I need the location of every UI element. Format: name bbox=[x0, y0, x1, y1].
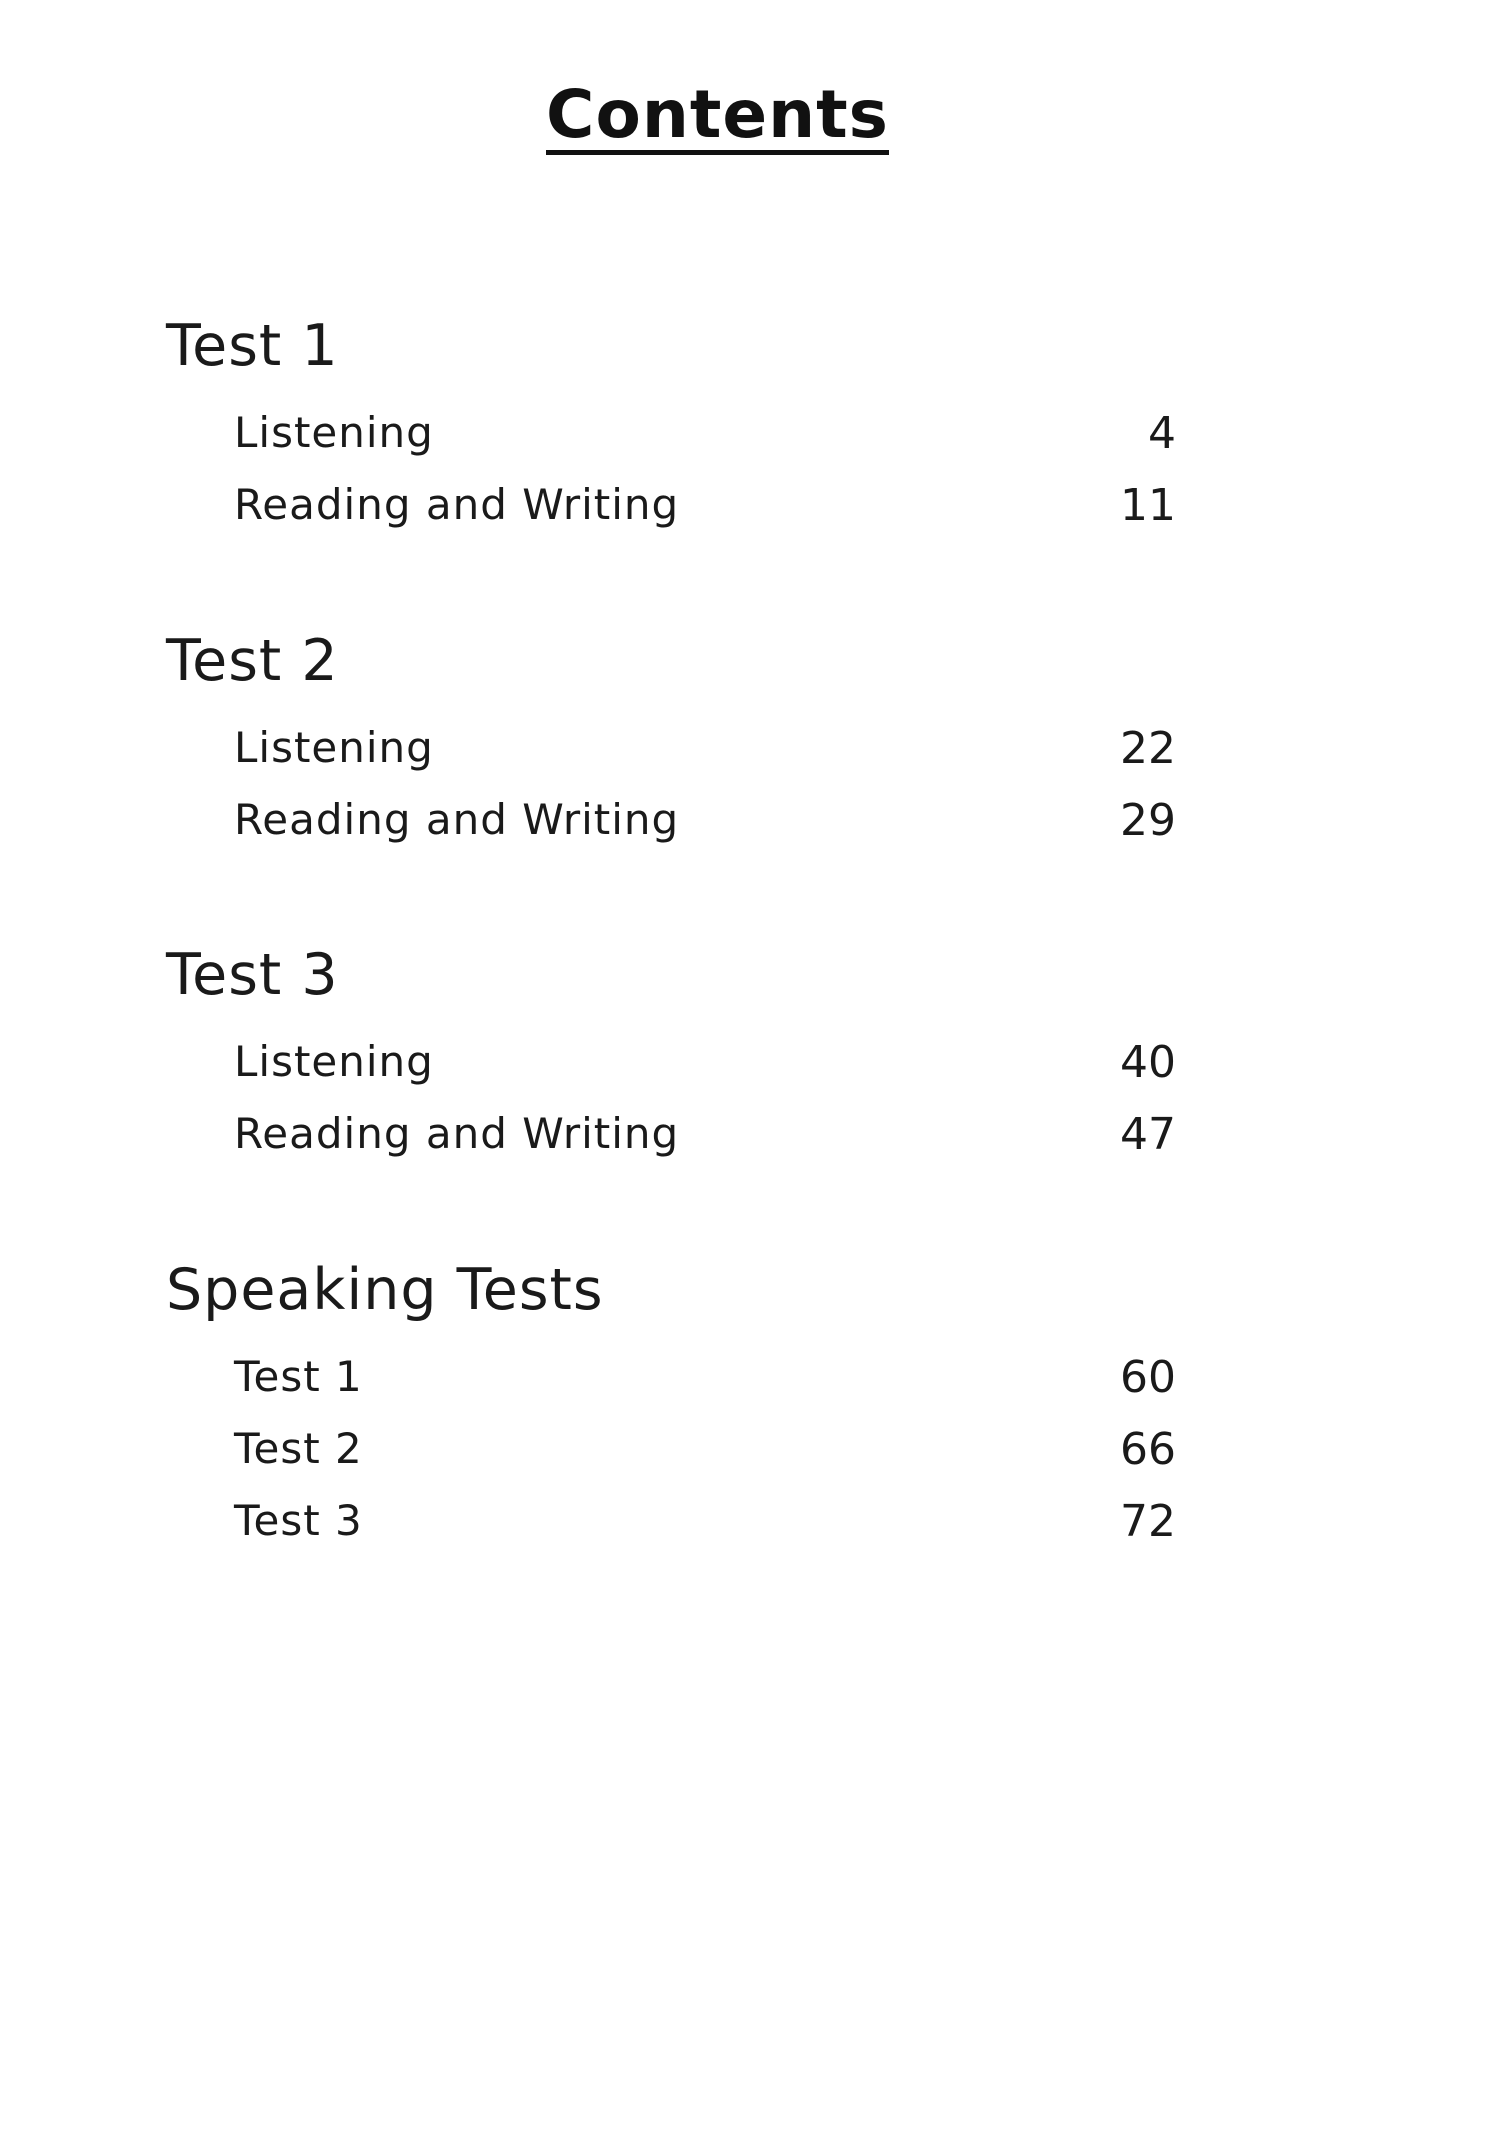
toc-entry[interactable] bbox=[234, 723, 1176, 799]
entry-page-number: 22 bbox=[1120, 723, 1176, 774]
entry-page-number: 4 bbox=[1148, 408, 1176, 459]
section-heading: Speaking Tests bbox=[166, 1257, 604, 1323]
entry-label: Test 2 bbox=[234, 1424, 363, 1473]
toc-entry[interactable] bbox=[234, 480, 1176, 556]
entry-page-number: 40 bbox=[1120, 1037, 1176, 1088]
entry-page-number: 29 bbox=[1120, 795, 1176, 846]
section-speaking-tests bbox=[166, 1257, 1176, 1572]
entry-page-number: 60 bbox=[1120, 1352, 1176, 1403]
entry-list bbox=[166, 1352, 1176, 1572]
toc-entry[interactable] bbox=[234, 1109, 1176, 1185]
entry-page-number: 72 bbox=[1120, 1496, 1176, 1547]
entry-label: Reading and Writing bbox=[234, 795, 680, 844]
entry-label: Reading and Writing bbox=[234, 480, 680, 529]
entry-page-number: 11 bbox=[1120, 480, 1176, 531]
entry-page-number: 66 bbox=[1120, 1424, 1176, 1475]
section-heading: Test 3 bbox=[166, 942, 339, 1008]
section-heading: Test 2 bbox=[166, 628, 339, 694]
toc-entry[interactable] bbox=[234, 408, 1176, 484]
section-test-1 bbox=[166, 313, 1176, 556]
page-title bbox=[0, 76, 1435, 155]
entry-page-number: 47 bbox=[1120, 1109, 1176, 1160]
toc-entry[interactable] bbox=[234, 1424, 1176, 1500]
entry-label: Listening bbox=[234, 1037, 434, 1086]
entry-list bbox=[166, 408, 1176, 556]
entry-list bbox=[166, 1037, 1176, 1185]
entry-list bbox=[166, 723, 1176, 871]
section-heading: Test 1 bbox=[166, 313, 339, 379]
section-test-2 bbox=[166, 628, 1176, 871]
toc-entry[interactable] bbox=[234, 1496, 1176, 1572]
toc-entry[interactable] bbox=[234, 1037, 1176, 1113]
entry-label: Test 1 bbox=[234, 1352, 363, 1401]
section-test-3 bbox=[166, 942, 1176, 1185]
page-title-text: Contents bbox=[546, 76, 889, 153]
entry-label: Reading and Writing bbox=[234, 1109, 680, 1158]
entry-label: Listening bbox=[234, 723, 434, 772]
toc-entry[interactable] bbox=[234, 795, 1176, 871]
toc-entry[interactable] bbox=[234, 1352, 1176, 1428]
entry-label: Listening bbox=[234, 408, 434, 457]
entry-label: Test 3 bbox=[234, 1496, 363, 1545]
